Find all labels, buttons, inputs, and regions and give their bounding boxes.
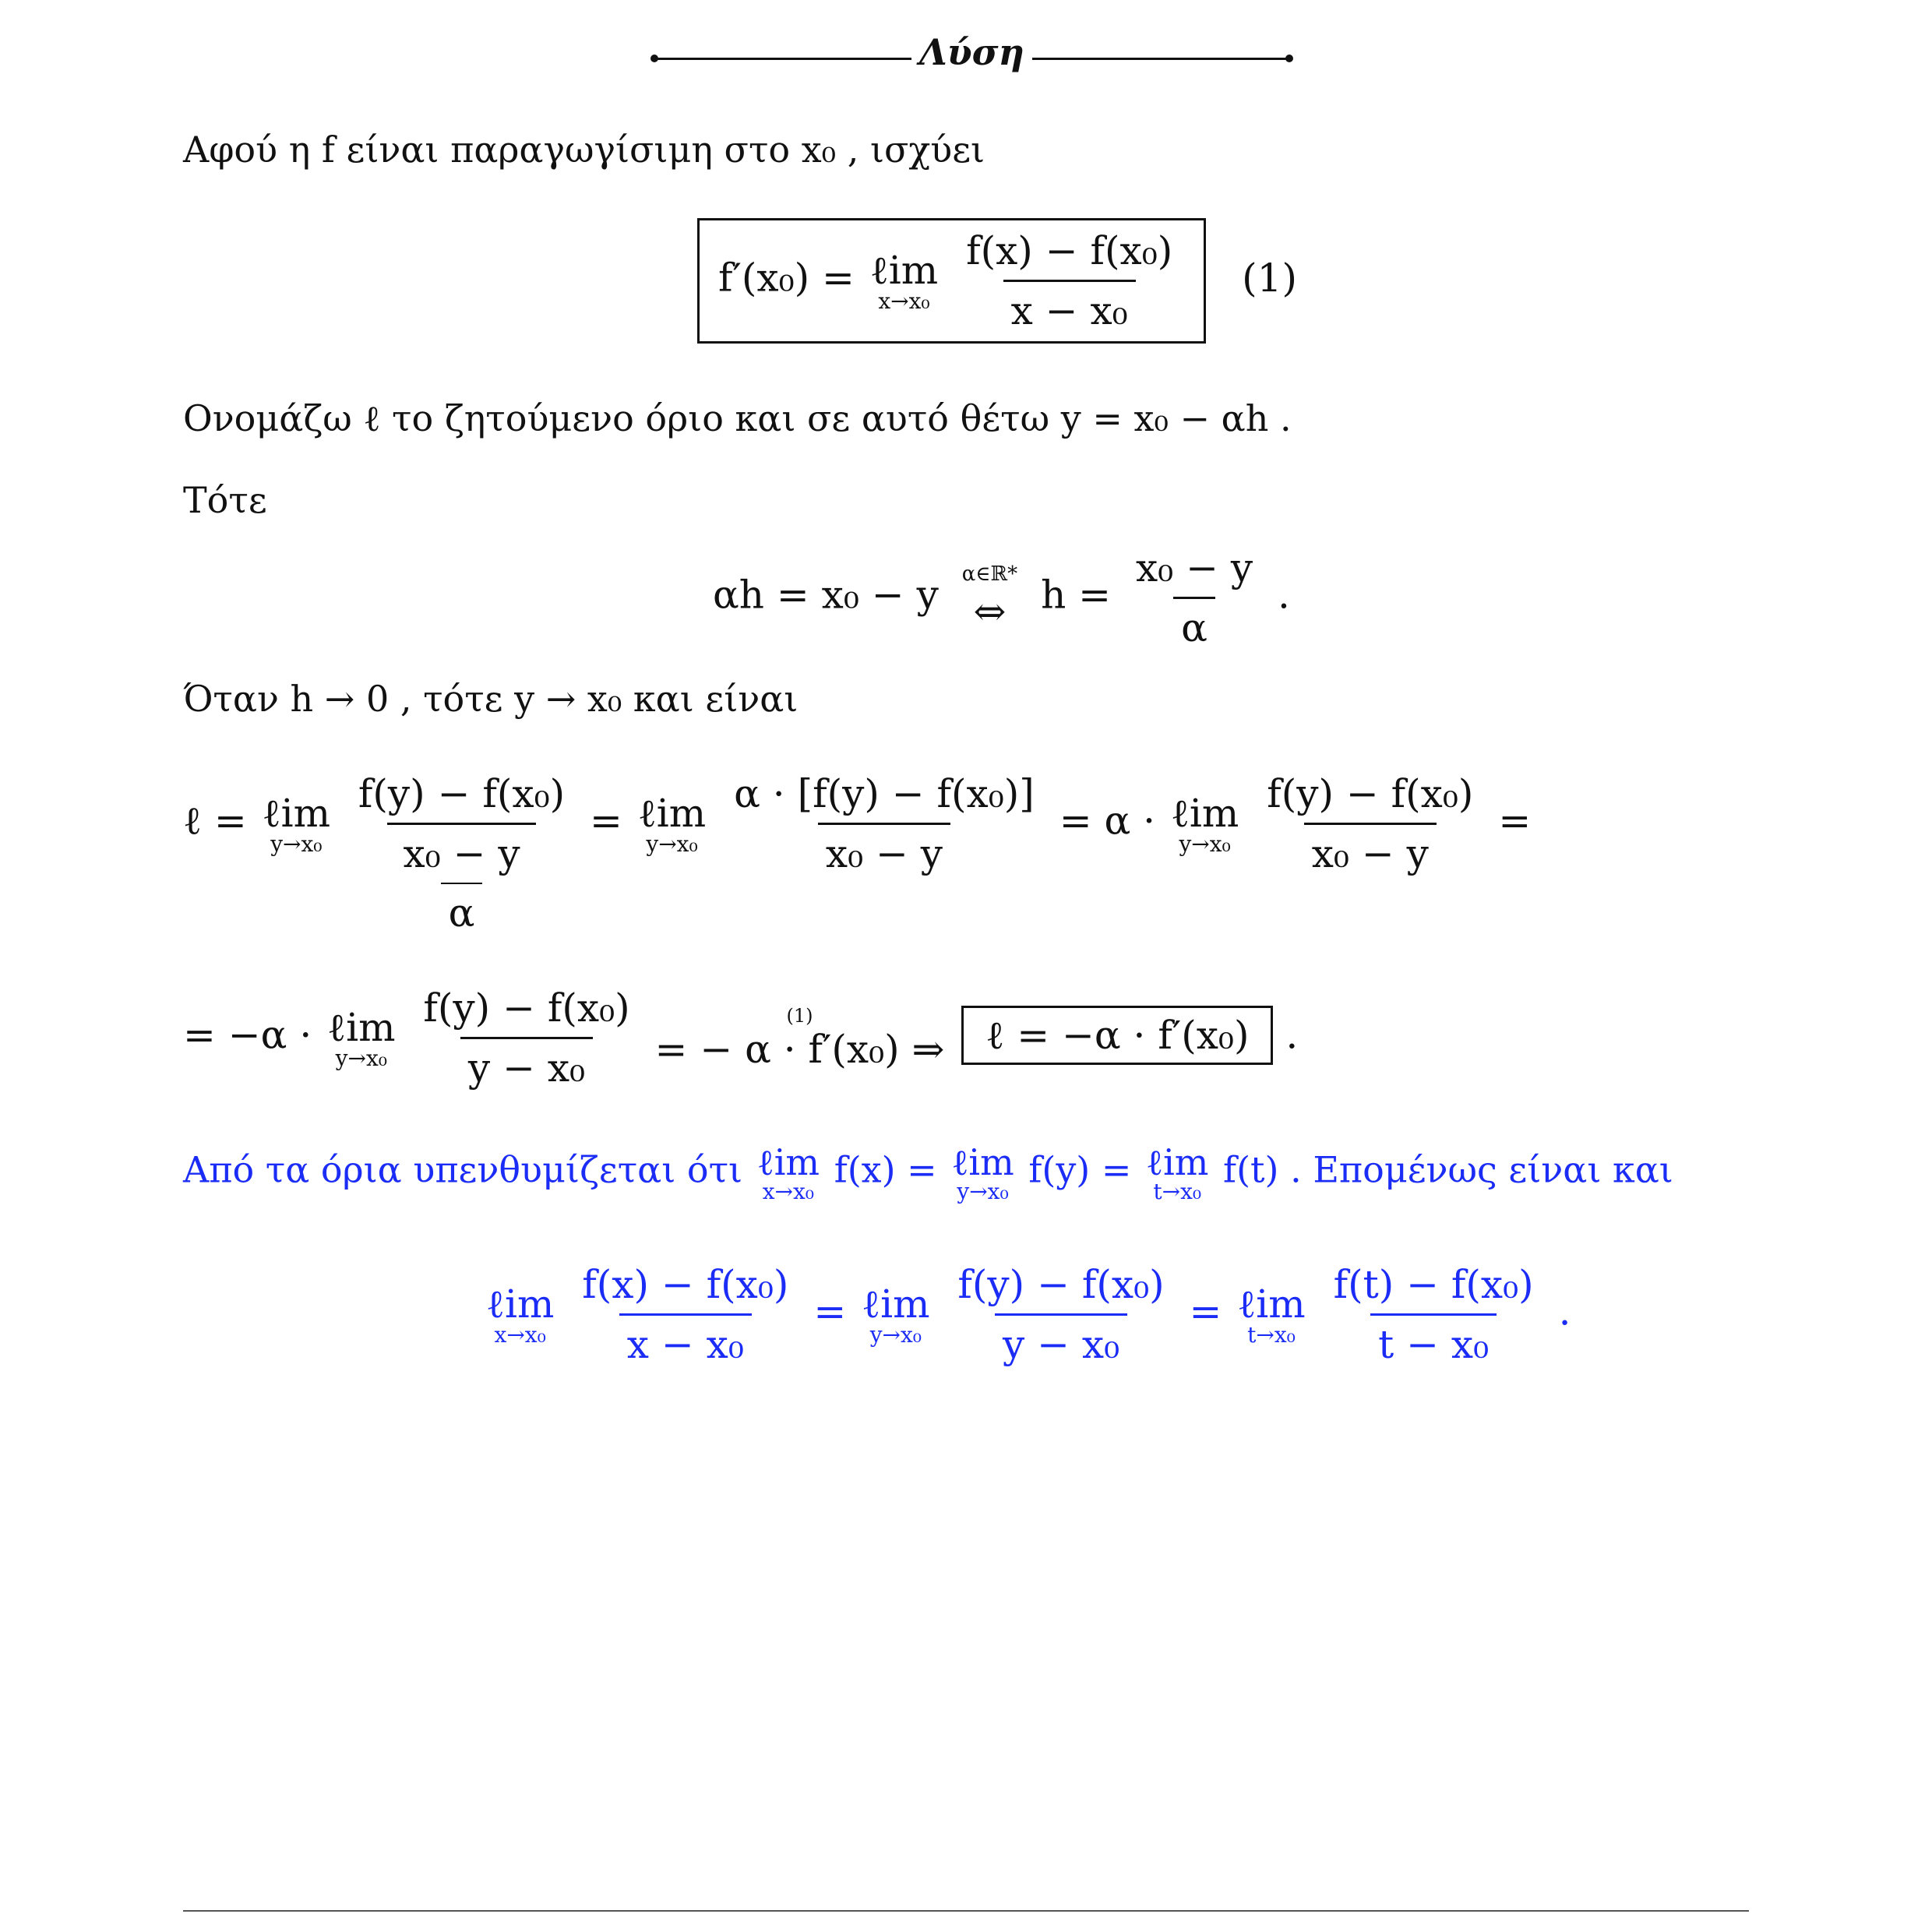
lim-word: ℓim bbox=[327, 1005, 396, 1050]
eq3-end: = bbox=[1498, 798, 1532, 844]
section-title: Λύση bbox=[919, 31, 1024, 73]
intro-text: Αφού η f είναι παραγωγίσιμη στο x₀ , ισχύει bbox=[183, 129, 985, 171]
eq2-end: . bbox=[1278, 572, 1290, 618]
lim-word: ℓim bbox=[637, 791, 707, 836]
note-limit-y bbox=[951, 1141, 1014, 1204]
fraction-denominator: t − x₀ bbox=[1370, 1313, 1497, 1367]
nested-fraction bbox=[395, 831, 527, 936]
lim-subscript: x→x₀ bbox=[878, 288, 930, 314]
lim-subscript: y→x₀ bbox=[1179, 831, 1231, 857]
fraction-numerator: f(x) − f(x₀) bbox=[582, 1262, 789, 1307]
lim-subscript: t→x₀ bbox=[1153, 1179, 1202, 1204]
fraction-denominator: x₀ − y bbox=[1304, 823, 1437, 876]
fraction-denominator: x − x₀ bbox=[619, 1313, 752, 1367]
fraction-denominator: y − x₀ bbox=[995, 1313, 1127, 1367]
note-limit-x bbox=[757, 1141, 820, 1204]
lim-subscript: y→x₀ bbox=[957, 1179, 1009, 1204]
note-limit-t bbox=[1146, 1141, 1208, 1204]
eq5-equals-1: = bbox=[813, 1288, 847, 1334]
lim-word: ℓim bbox=[869, 248, 939, 293]
nested-denominator: α bbox=[441, 883, 483, 936]
lim-subscript: t→x₀ bbox=[1247, 1322, 1296, 1348]
lim-word: ℓim bbox=[862, 1281, 930, 1327]
reference-label: (1) bbox=[786, 1004, 813, 1027]
note-text-1: Από τα όρια υπενθυμίζεται ότι bbox=[183, 1148, 743, 1191]
fraction-denominator: y − x₀ bbox=[460, 1037, 593, 1091]
lim-subscript: x→x₀ bbox=[494, 1322, 546, 1348]
eq3-limit-3 bbox=[1171, 791, 1239, 857]
equation-5 bbox=[483, 1262, 1571, 1367]
eq5-limit-x bbox=[486, 1281, 554, 1348]
fraction-denominator bbox=[387, 823, 535, 936]
naming-text: Ονομάζω ℓ το ζητούμενο όριο και σε αυτό θέτω y = x₀ − αh . bbox=[183, 397, 1292, 439]
result-box: ℓ = −α · f′(x₀) bbox=[961, 1006, 1273, 1065]
eq5-equals-2: = bbox=[1189, 1288, 1222, 1334]
eq3-mid: = α · bbox=[1059, 798, 1156, 844]
note-fx: f(x) = bbox=[834, 1148, 937, 1191]
eq1-lhs: f′(x₀) = bbox=[718, 255, 855, 301]
lim-subscript: y→x₀ bbox=[270, 831, 323, 857]
nested-numerator: x₀ − y bbox=[403, 831, 520, 876]
eq4-limit bbox=[327, 1005, 395, 1071]
header-right-rule bbox=[1032, 58, 1289, 60]
equation-1-box bbox=[697, 218, 1206, 344]
eq2-rhs-pre: h = bbox=[1041, 572, 1112, 618]
fraction-numerator: f(y) − f(x₀) bbox=[423, 985, 630, 1031]
eq3-limit-2 bbox=[638, 791, 706, 857]
note-ft: f(t) . bbox=[1223, 1148, 1302, 1191]
eq3-limit-1 bbox=[263, 791, 330, 857]
eq3-start: ℓ = bbox=[183, 798, 247, 844]
lim-subscript: x→x₀ bbox=[762, 1179, 815, 1204]
eq4-end: . bbox=[1285, 1012, 1299, 1058]
fraction-numerator: α · [f(y) − f(x₀)] bbox=[734, 771, 1035, 816]
lim-subscript: y→x₀ bbox=[646, 831, 698, 857]
eq3-fraction-3 bbox=[1259, 771, 1481, 876]
eq2-lhs: αh = x₀ − y bbox=[713, 572, 939, 618]
header-left-rule bbox=[654, 58, 911, 60]
header-right-dot bbox=[1285, 55, 1293, 62]
lim-subscript: y→x₀ bbox=[869, 1322, 922, 1348]
when-text: Όταν h → 0 , τότε y → x₀ και είναι bbox=[183, 678, 799, 720]
fraction-denominator: x₀ − y bbox=[818, 823, 950, 876]
condition-label: α∈ℝ* bbox=[961, 562, 1018, 586]
eq5-end: . bbox=[1558, 1288, 1571, 1334]
eq1-limit bbox=[870, 248, 938, 314]
lim-subscript: y→x₀ bbox=[335, 1045, 387, 1071]
equation-2 bbox=[713, 545, 1290, 650]
lim-word: ℓim bbox=[1237, 1281, 1306, 1327]
eq1-fraction bbox=[958, 228, 1180, 333]
eq3-equals: = bbox=[590, 798, 622, 844]
eq3-fraction-2 bbox=[726, 771, 1042, 876]
eq2-fraction bbox=[1128, 545, 1260, 650]
eq2-equivalence bbox=[962, 562, 1017, 634]
lim-word: ℓim bbox=[1146, 1141, 1209, 1183]
equation-3 bbox=[183, 771, 1531, 936]
eq3-fraction-1 bbox=[351, 771, 573, 936]
fraction-numerator: f(x) − f(x₀) bbox=[966, 228, 1173, 273]
lim-word: ℓim bbox=[756, 1141, 820, 1183]
note-text-2: Επομένως είναι και bbox=[1313, 1148, 1673, 1191]
fraction-numerator: x₀ − y bbox=[1135, 545, 1253, 590]
fraction-numerator: f(y) − f(x₀) bbox=[1267, 771, 1474, 816]
eq5-limit-y bbox=[862, 1281, 929, 1348]
eq4-ref-equals bbox=[655, 1005, 945, 1072]
fraction-denominator: x − x₀ bbox=[1003, 280, 1136, 333]
eq5-fraction-t bbox=[1326, 1262, 1542, 1367]
eq5-limit-t bbox=[1237, 1281, 1305, 1348]
fraction-numerator: f(t) − f(x₀) bbox=[1333, 1262, 1534, 1307]
eq4-start: = −α · bbox=[183, 1012, 312, 1058]
equation-1 bbox=[697, 218, 1297, 344]
fraction-numerator: f(y) − f(x₀) bbox=[358, 771, 566, 816]
lim-word: ℓim bbox=[951, 1141, 1014, 1183]
then-text: Τότε bbox=[183, 479, 267, 521]
reminder-note bbox=[183, 1141, 1673, 1204]
lim-word: ℓim bbox=[262, 791, 331, 836]
eq5-fraction-x bbox=[574, 1262, 796, 1367]
fraction-denominator: α bbox=[1173, 597, 1215, 650]
lim-word: ℓim bbox=[486, 1281, 555, 1327]
equation-4 bbox=[183, 985, 1298, 1091]
equation-tag: (1) bbox=[1242, 255, 1297, 301]
note-fy: f(y) = bbox=[1028, 1148, 1132, 1191]
eq5-fraction-y bbox=[950, 1262, 1172, 1367]
fraction-numerator: f(y) − f(x₀) bbox=[957, 1262, 1165, 1307]
eq4-fraction bbox=[415, 985, 637, 1091]
footer-rule bbox=[183, 1910, 1749, 1912]
lim-word: ℓim bbox=[1170, 791, 1239, 836]
equivalence-arrow: ⇔ bbox=[973, 588, 1007, 634]
eq4-mid: = − α · f′(x₀) ⇒ bbox=[654, 1026, 945, 1072]
